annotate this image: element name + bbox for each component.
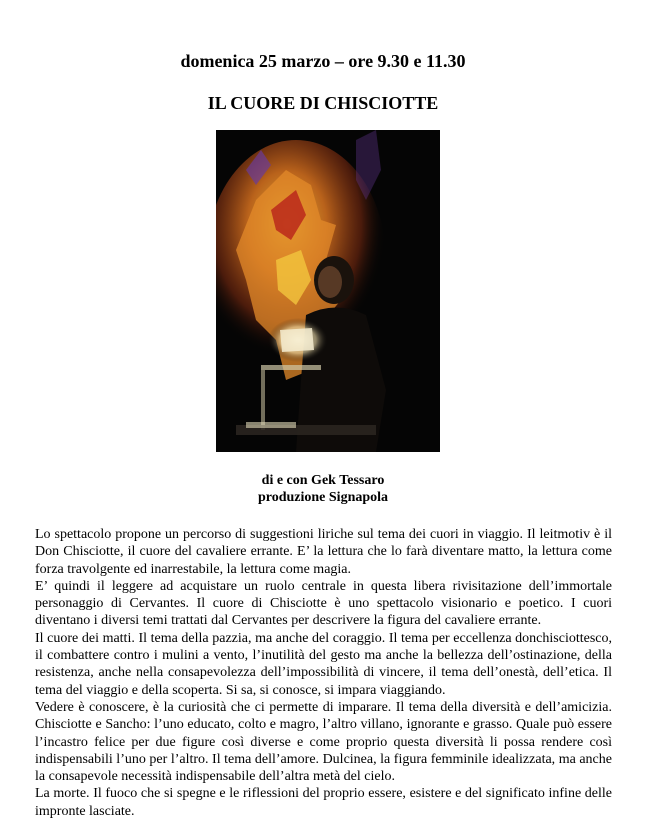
paragraph: Il cuore dei matti. Il tema della pazzia, ma anche del coraggio. Il tema per eccellenza donchisciottesco, il combattere contro i mulini a vento, l’inutilità del gesto ma anche la bellezza dell’ostinazione, della resistenza, anche nella consapevolezza dell’impossibilità di vincere, il tema dell’onestà, dell’etica. Il tema del viaggio e della scoperta. Si sa, si conosce, si impara viaggiando. [35, 630, 612, 698]
show-title: IL CUORE DI CHISCIOTTE [207, 93, 439, 113]
paragraph: Lo spettacolo propone un percorso di suggestioni liriche sul tema dei cuori in viaggio. Il leitmotiv è il Don Chisciotte, il cuore del cavaliere errante. E’ la lettura che lo farà diventare matto, la lettura come forza travolgente ed inarrestabile, la lettura come magia. [35, 527, 612, 577]
credits-block [0, 472, 646, 506]
stage-photo [216, 130, 440, 452]
paragraph: E’ quindi il leggere ad acquistare un ruolo centrale in questa libera rivisitazione dell’immortale personaggio di Cervantes. Il cuore di Chisciotte è uno spettacolo visionario e poetico. I cuori diventano i diversi temi trattati dal Cervantes per descrivere la figura del cavaliere errante. [35, 578, 612, 629]
stage-photo-illustration [216, 130, 440, 452]
paragraph: Vedere è conoscere, è la curiosità che ci permette di imparare. Il tema della diversità e dell’amicizia. Chisciotte e Sancho: l’uno educato, colto e magro, l’altro villano, ignorante e grasso. Quale può essere l’incastro felice per due figure così diverse e come proprio questa diversità li possa rendere così indispensabili l’uno per l’altro. Il tema dell’amore. Dulcinea, la figura femminile idealizzata, ma anche la consapevole necessità indispensabile dell’altra metà del cielo. [35, 699, 612, 785]
paragraph: La morte. Il fuoco che si spegne e le riflessioni del proprio essere, esistere e del significato infine delle impronte lasciate. [35, 786, 612, 819]
credits-production: produzione Signapola [257, 490, 389, 505]
credits-author: di e con Gek Tessaro [261, 473, 385, 488]
event-date-line: domenica 25 marzo – ore 9.30 e 11.30 [180, 51, 466, 71]
description-text [35, 526, 612, 820]
